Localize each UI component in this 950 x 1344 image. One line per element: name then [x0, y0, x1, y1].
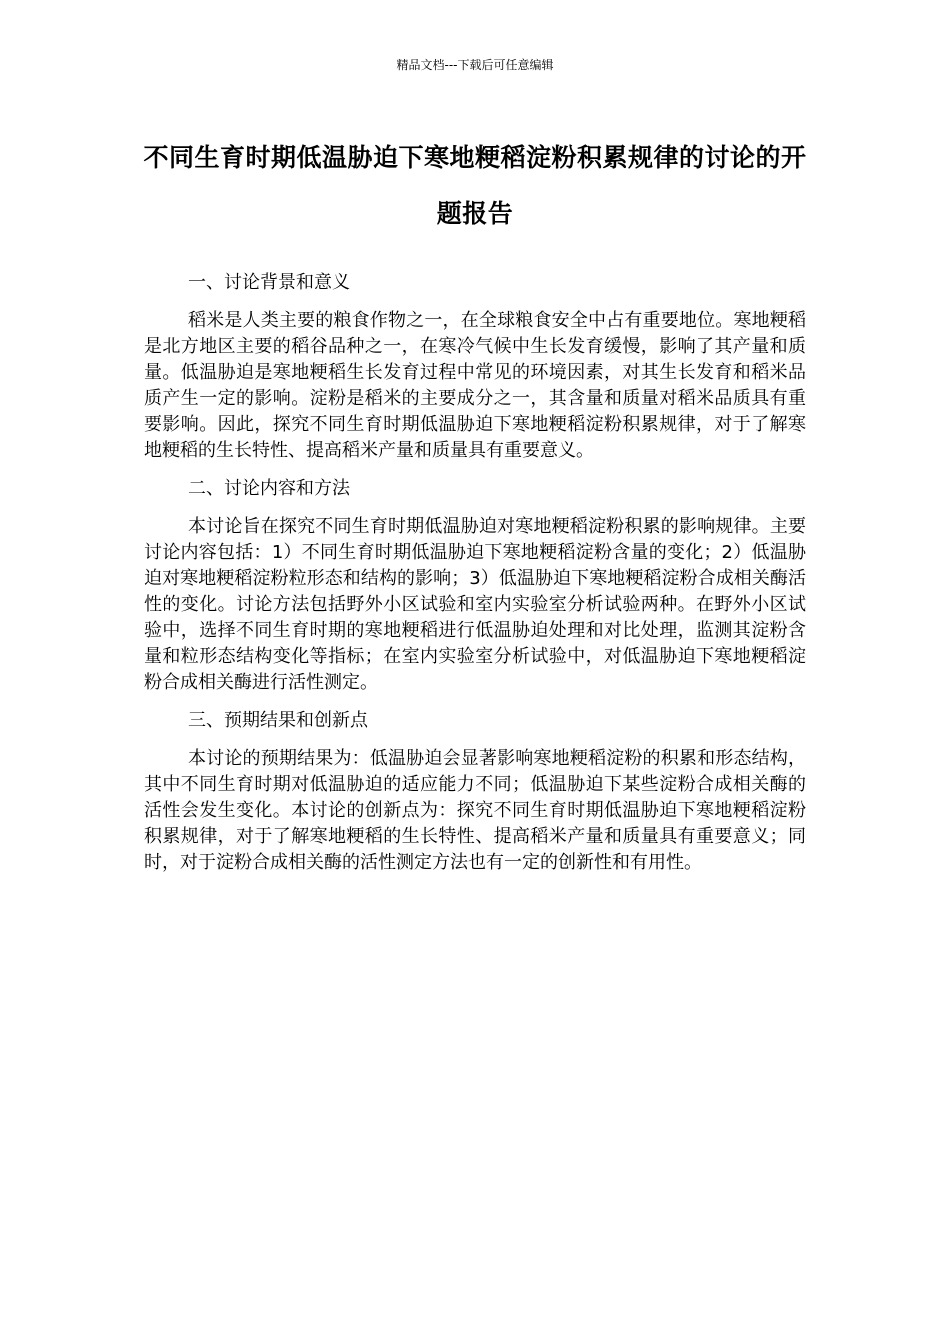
section-background	[144, 270, 806, 464]
document-title: 不同生育时期低温胁迫下寒地粳稻淀粉积累规律的讨论的开题报告	[143, 143, 807, 228]
section-heading: 三、预期结果和创新点	[188, 710, 368, 731]
section-paragraph: 本讨论旨在探究不同生育时期低温胁迫对寒地粳稻淀粉积累的影响规律。主要讨论内容包括：1）不同生育时期低温胁迫下寒地粳稻淀粉含量的变化；2）低温胁迫对寒地粳稻淀粉粒形态和结构的影响；3）低温胁迫下寒地粳稻淀粉合成相关酶活性的变化。讨论方法包括野外小区试验和室内实验室分析试验两种。在野外小区试验中，选择不同生育时期的寒地粳稻进行低温胁迫处理和对比处理，监测其淀粉含量和粒形态结构变化等指标；在室内实验室分析试验中，对低温胁迫下寒地粳稻淀粉合成相关酶进行活性测定。	[144, 516, 806, 693]
section-paragraph: 稻米是人类主要的粮食作物之一，在全球粮食安全中占有重要地位。寒地粳稻是北方地区主要的稻谷品种之一，在寒冷气候中生长发育缓慢，影响了其产量和质量。低温胁迫是寒地粳稻生长发育过程中常见的环境因素，对其生长发育和稻米品质产生一定的影响。淀粉是稻米的主要成分之一，其含量和质量对稻米品质具有重要影响。因此，探究不同生育时期低温胁迫下寒地粳稻淀粉积累规律，对于了解寒地粳稻的生长特性、提高稻米产量和质量具有重要意义。	[144, 310, 806, 461]
page-header: 精品文档---下载后可任意编辑	[396, 58, 554, 72]
section-expected-results	[144, 708, 806, 876]
section-content-methods	[144, 476, 806, 696]
section-paragraph: 本讨论的预期结果为：低温胁迫会显著影响寒地粳稻淀粉的积累和形态结构，其中不同生育时期对低温胁迫的适应能力不同；低温胁迫下某些淀粉合成相关酶的活性会发生变化。本讨论的创新点为：探究不同生育时期低温胁迫下寒地粳稻淀粉积累规律，对于了解寒地粳稻的生长特性、提高稻米产量和质量具有重要意义；同时，对于淀粉合成相关酶的活性测定方法也有一定的创新性和有用性。	[144, 748, 806, 873]
section-heading: 一、讨论背景和意义	[188, 272, 350, 293]
section-heading: 二、讨论内容和方法	[188, 478, 350, 499]
document-body	[144, 270, 806, 888]
